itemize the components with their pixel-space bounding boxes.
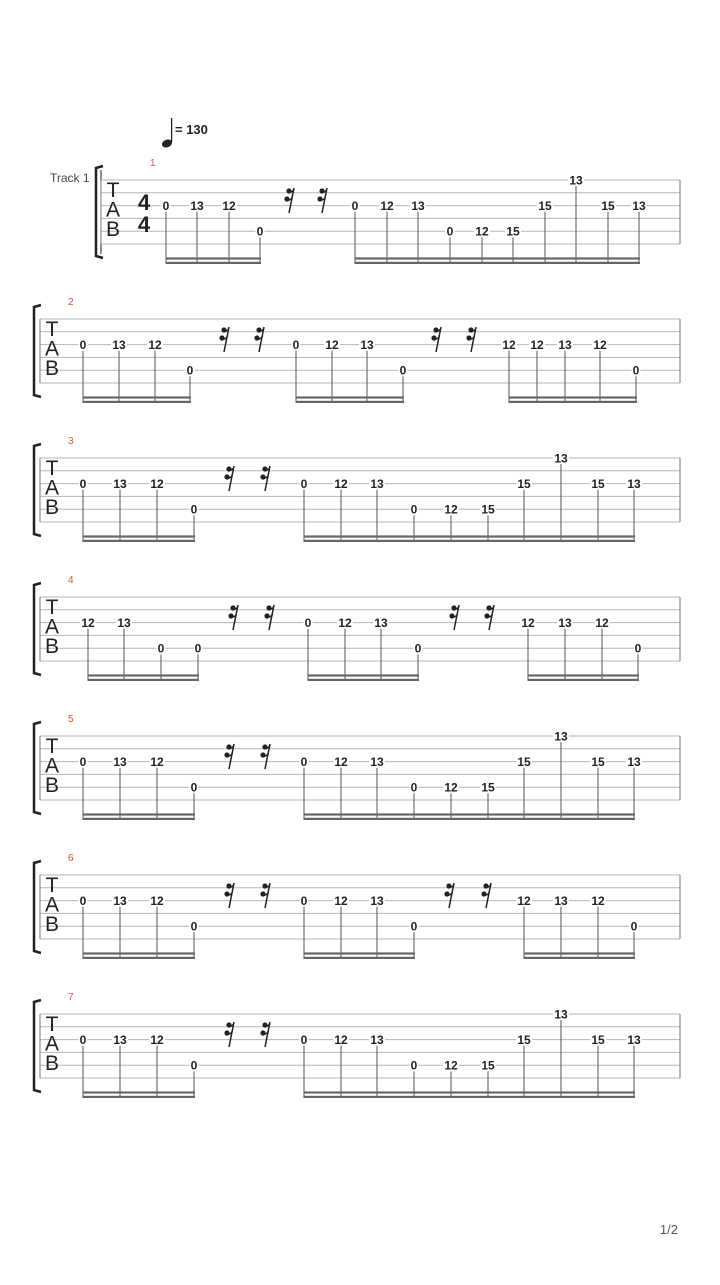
fret-number: 0	[300, 894, 308, 909]
fret-number: 12	[444, 1058, 458, 1073]
rest-dot	[484, 613, 489, 618]
fret-number: 0	[410, 1058, 418, 1073]
fret-number: 12	[380, 199, 394, 214]
fret-number: 0	[410, 502, 418, 517]
fret-number: 0	[194, 641, 202, 656]
beam	[83, 396, 191, 398]
beam	[83, 952, 195, 954]
sixteenth-rest-icon	[466, 327, 476, 352]
fret-number: 13	[113, 477, 127, 492]
beam	[308, 674, 419, 676]
fret-number: 13	[370, 477, 384, 492]
fret-number: 13	[632, 199, 646, 214]
tempo-value: = 130	[175, 122, 208, 137]
rest-dot	[262, 883, 267, 888]
beam	[88, 674, 199, 676]
beam	[509, 396, 637, 398]
fret-number: 0	[79, 894, 87, 909]
fret-number: 0	[162, 199, 170, 214]
fret-number: 13	[411, 199, 425, 214]
tab-clef-letter: A	[44, 615, 60, 639]
sixteenth-rest-icon	[260, 744, 270, 769]
fret-number: 13	[558, 338, 572, 353]
sixteenth-rest-icon	[228, 605, 238, 630]
system-1	[96, 158, 680, 264]
rest-dot	[262, 466, 267, 471]
fret-number: 12	[325, 338, 339, 353]
sixteenth-rest-icon	[431, 327, 441, 352]
tab-clef-letter: B	[105, 218, 121, 241]
fret-number: 13	[554, 1007, 568, 1022]
beam	[355, 262, 640, 264]
tab-clef-letter: A	[44, 893, 60, 917]
sixteenth-rest-icon	[260, 1022, 270, 1047]
beam	[304, 535, 635, 537]
fret-number: 12	[338, 616, 352, 631]
fret-number: 0	[256, 224, 264, 239]
tab-clef-letter: T	[45, 318, 59, 341]
rest-dot	[451, 605, 456, 610]
fret-number: 12	[150, 894, 164, 909]
tab-clef-letter: T	[45, 1013, 59, 1036]
fret-number: 0	[79, 755, 87, 770]
measure-number: 6	[68, 853, 74, 864]
sixteenth-rest-icon	[254, 327, 264, 352]
beam	[528, 679, 639, 681]
fret-number: 13	[370, 755, 384, 770]
tab-clef-letter: A	[44, 476, 60, 500]
rest-dot	[262, 1022, 267, 1027]
fret-number: 13	[554, 729, 568, 744]
system-5	[34, 714, 680, 820]
tab-clef-letter: A	[44, 754, 60, 778]
fret-number: 0	[292, 338, 300, 353]
fret-number: 0	[300, 477, 308, 492]
fret-number: 13	[370, 894, 384, 909]
fret-number: 12	[591, 894, 605, 909]
fret-number: 12	[530, 338, 544, 353]
fret-number: 12	[150, 755, 164, 770]
tab-clef-letter: T	[45, 874, 59, 897]
fret-number: 0	[630, 919, 638, 934]
fret-number: 13	[554, 894, 568, 909]
fret-number: 12	[502, 338, 516, 353]
fret-number: 13	[370, 1033, 384, 1048]
fret-number: 12	[444, 502, 458, 517]
measure-number: 3	[68, 436, 74, 447]
sixteenth-rest-icon	[449, 605, 459, 630]
fret-number: 12	[150, 1033, 164, 1048]
fret-number: 15	[506, 224, 520, 239]
rest-dot	[264, 613, 269, 618]
rest-dot	[226, 1022, 231, 1027]
rest-dot	[481, 891, 486, 896]
rest-dot	[260, 474, 265, 479]
fret-number: 12	[150, 477, 164, 492]
fret-number: 13	[112, 338, 126, 353]
measure-number: 1	[150, 158, 156, 169]
fret-number: 12	[444, 780, 458, 795]
page-number: 1/2	[659, 1222, 678, 1237]
fret-number: 12	[334, 1033, 348, 1048]
fret-number: 0	[190, 780, 198, 795]
beam	[296, 401, 404, 403]
time-signature-bottom: 4	[137, 212, 151, 237]
fret-number: 15	[481, 1058, 495, 1073]
sixteenth-rest-icon	[219, 327, 229, 352]
rest-dot	[468, 327, 473, 332]
fret-number: 0	[632, 363, 640, 378]
system-4	[34, 575, 680, 681]
beam	[304, 540, 635, 542]
fret-number: 12	[334, 477, 348, 492]
tab-clef-letter: T	[45, 735, 59, 758]
fret-number: 0	[351, 199, 359, 214]
sixteenth-rest-icon	[317, 188, 327, 213]
fret-number: 13	[554, 451, 568, 466]
fret-number: 12	[475, 224, 489, 239]
beam	[308, 679, 419, 681]
fret-number: 15	[591, 1033, 605, 1048]
rest-dot	[319, 188, 324, 193]
sixteenth-rest-icon	[224, 466, 234, 491]
tab-clef-letter: T	[45, 457, 59, 480]
sixteenth-rest-icon	[260, 466, 270, 491]
tab-clef-letter: B	[44, 774, 60, 797]
rest-dot	[230, 605, 235, 610]
rest-dot	[219, 335, 224, 340]
measure-number: 7	[68, 992, 74, 1003]
fret-number: 13	[569, 173, 583, 188]
tab-clef-letter: B	[44, 357, 60, 380]
rest-dot	[486, 605, 491, 610]
rest-dot	[260, 891, 265, 896]
tempo-marking	[161, 118, 208, 149]
beam	[88, 679, 199, 681]
fret-number: 0	[79, 477, 87, 492]
beam	[83, 401, 191, 403]
beam	[304, 952, 415, 954]
beam	[83, 535, 195, 537]
rest-dot	[224, 752, 229, 757]
beam	[355, 257, 640, 259]
fret-number: 15	[591, 477, 605, 492]
rest-dot	[284, 196, 289, 201]
fret-number: 15	[517, 1033, 531, 1048]
time-signature-top: 4	[137, 190, 151, 215]
fret-number: 12	[148, 338, 162, 353]
sixteenth-rest-icon	[224, 1022, 234, 1047]
fret-number: 0	[79, 338, 87, 353]
rest-dot	[226, 883, 231, 888]
fret-number: 15	[481, 780, 495, 795]
rest-dot	[433, 327, 438, 332]
rest-dot	[449, 613, 454, 618]
beam	[524, 957, 635, 959]
fret-number: 12	[222, 199, 236, 214]
beam	[304, 1096, 635, 1098]
rest-dot	[254, 335, 259, 340]
rest-dot	[266, 605, 271, 610]
fret-number: 12	[334, 894, 348, 909]
rest-dot	[466, 335, 471, 340]
fret-number: 15	[517, 477, 531, 492]
system-2	[34, 297, 680, 403]
fret-number: 15	[601, 199, 615, 214]
tab-clef-letter: A	[44, 1032, 60, 1056]
beam	[304, 1091, 635, 1093]
beam	[304, 813, 635, 815]
fret-number: 0	[399, 363, 407, 378]
sixteenth-rest-icon	[224, 883, 234, 908]
fret-number: 12	[81, 616, 95, 631]
rest-dot	[221, 327, 226, 332]
beam	[524, 952, 635, 954]
beam	[296, 396, 404, 398]
fret-number: 13	[190, 199, 204, 214]
fret-number: 0	[414, 641, 422, 656]
beam	[166, 257, 261, 259]
fret-number: 0	[304, 616, 312, 631]
sixteenth-rest-icon	[284, 188, 294, 213]
fret-number: 0	[634, 641, 642, 656]
rest-dot	[226, 466, 231, 471]
beam	[83, 540, 195, 542]
system-7	[34, 992, 680, 1098]
rest-dot	[260, 752, 265, 757]
beam	[304, 818, 635, 820]
fret-number: 0	[300, 1033, 308, 1048]
fret-number: 12	[517, 894, 531, 909]
fret-number: 15	[591, 755, 605, 770]
fret-number: 13	[360, 338, 374, 353]
sixteenth-rest-icon	[264, 605, 274, 630]
beam	[304, 957, 415, 959]
measure-number: 2	[68, 297, 74, 308]
fret-number: 15	[538, 199, 552, 214]
beam	[509, 401, 637, 403]
fret-number: 13	[113, 755, 127, 770]
rest-dot	[286, 188, 291, 193]
track-label: Track 1	[50, 171, 90, 185]
tab-clef-letter: B	[44, 496, 60, 519]
fret-number: 13	[627, 755, 641, 770]
fret-number: 13	[627, 1033, 641, 1048]
fret-number: 13	[117, 616, 131, 631]
fret-number: 0	[79, 1033, 87, 1048]
rest-dot	[224, 1030, 229, 1035]
rest-dot	[224, 474, 229, 479]
sixteenth-rest-icon	[444, 883, 454, 908]
tab-clef-letter: B	[44, 1052, 60, 1075]
fret-number: 12	[521, 616, 535, 631]
tab-clef-letter: A	[44, 337, 60, 361]
fret-number: 0	[410, 919, 418, 934]
rest-dot	[444, 891, 449, 896]
beam	[83, 818, 195, 820]
fret-number: 13	[113, 1033, 127, 1048]
system-6	[34, 853, 680, 959]
fret-number: 0	[157, 641, 165, 656]
fret-number: 12	[334, 755, 348, 770]
fret-number: 13	[374, 616, 388, 631]
rest-dot	[317, 196, 322, 201]
measure-number: 4	[68, 575, 74, 586]
tab-clef-letter: A	[105, 198, 121, 222]
rest-dot	[256, 327, 261, 332]
sixteenth-rest-icon	[260, 883, 270, 908]
rest-dot	[260, 1030, 265, 1035]
beam	[83, 957, 195, 959]
sixteenth-rest-icon	[484, 605, 494, 630]
fret-number: 13	[113, 894, 127, 909]
rest-dot	[446, 883, 451, 888]
system-3	[34, 436, 680, 542]
fret-number: 12	[595, 616, 609, 631]
fret-number: 0	[410, 780, 418, 795]
fret-number: 0	[190, 1058, 198, 1073]
rest-dot	[483, 883, 488, 888]
fret-number: 0	[190, 919, 198, 934]
fret-number: 0	[446, 224, 454, 239]
fret-number: 15	[481, 502, 495, 517]
sixteenth-rest-icon	[224, 744, 234, 769]
measure-number: 5	[68, 714, 74, 725]
beam	[83, 1091, 195, 1093]
rest-dot	[224, 891, 229, 896]
fret-number: 0	[190, 502, 198, 517]
fret-number: 12	[593, 338, 607, 353]
fret-number: 0	[300, 755, 308, 770]
rest-dot	[262, 744, 267, 749]
fret-number: 13	[558, 616, 572, 631]
tab-clef-letter: T	[106, 179, 120, 202]
rest-dot	[431, 335, 436, 340]
beam	[83, 1096, 195, 1098]
tab-clef-letter: B	[44, 913, 60, 936]
beam	[528, 674, 639, 676]
tab-clef-letter: T	[45, 596, 59, 619]
tab-clef-letter: B	[44, 635, 60, 658]
beam	[166, 262, 261, 264]
beam	[83, 813, 195, 815]
fret-number: 15	[517, 755, 531, 770]
rest-dot	[228, 613, 233, 618]
fret-number: 0	[186, 363, 194, 378]
sixteenth-rest-icon	[481, 883, 491, 908]
rest-dot	[226, 744, 231, 749]
fret-number: 13	[627, 477, 641, 492]
